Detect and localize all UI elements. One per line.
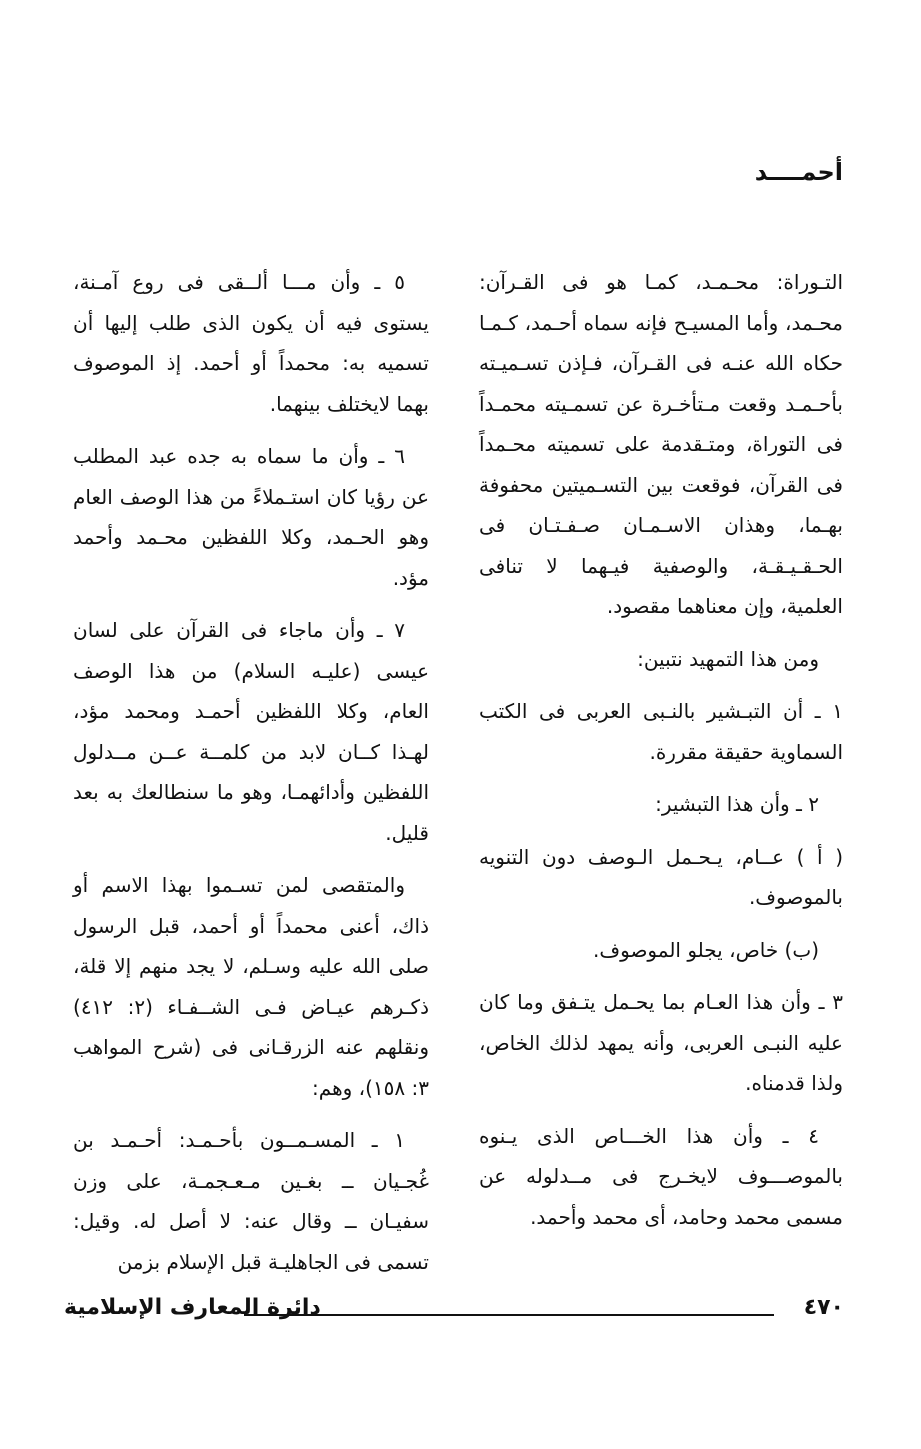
paragraph: ومن هذا التمهيد نتبين: [637,646,819,671]
right-text-column [479,262,843,1249]
paragraph: التـوراة: محـمـد، كمـا هو فى القـرآن: محـمد، وأما المسيـح فإنه سماه أحـمد، كـمـا حكاه الله عنـه فى القـرآن، فـإذن تسـميـته بأحـمـد وقعت مـتأخـرة عن تسمـيته محمـداً فى التوراة، ومتـقدمة على تسميته محـمداً فى القرآن، فوقعت بين التسـميتين محفوفة بهـما، وهذان الاسـمـان صـفـتـان فى الحـقـيـقـة، والوصفية فيـهما لا تنافى العلمية، وإن معناهما مقصود. [479,270,843,618]
page-footer [64,1295,844,1335]
list-item: ٤ ـ وأن هذا الخـــاص الذى يـنوه بالموصـــوف لايخـرج فى مــدلوله عن مسمى محمد وحامد، أى محمد وأحمد. [479,1123,843,1229]
page-number: ٤٧٠ [803,1295,844,1320]
sub-list-item: ( أ ) عــام، يـحـمل الـوصف دون التنويه بالموصوف. [479,844,843,909]
list-item: ٢ ـ وأن هذا التبشير: [655,792,819,816]
paragraph: والمتقصى لمن تسـموا بهذا الاسم أو ذاك، أعنى محمداً أو أحمد، قبل الرسول صلى الله عليه وسـلم، لا يجد منهم إلا قلة، ذكـرهم عيـاض فـى الشــفـاء (٢: ٤١٢) ونقلهم عنه الزرقـانى فى (شرح المواهب ٣: ١٥٨)، وهم: [73,873,429,1100]
page-header-title: أحمــــد [754,158,843,186]
left-text-column [73,262,429,1294]
list-item: ١ ـ أن التبـشير بالنـبى العربى فى الكتب السماوية حقيقة مقررة. [479,699,843,764]
list-item: ١ ـ المسـمــون بأحـمـد: أحـمـد بن غُجـيان ــ بغـين مـعـجمـة، على وزن سفيـان ــ وقال عنه: لا أصل له. وقيل: تسمى فى الجاهليـة قبل الإسلام بزمن [73,1128,429,1274]
sub-list-item: (ب) خاص، يجلو الموصوف. [593,937,819,962]
list-item: ٥ ـ وأن مـــا ألــقى فى روع آمـنة، يستوى فيه أن يكون الذى طلب إليها أن تسميه به: محمداً أو أحمد. إذ الموصوف بهما لايختلف بينهما. [73,270,429,416]
footer-divider [244,1314,774,1316]
publication-title: دائرة المعارف الإسلامية [64,1295,321,1320]
list-item: ٧ ـ وأن ماجاء فى القرآن على لسان عيسى (عليـه السلام) من هذا الوصف العام، وكلا اللفظين أحمـد ومحمد مؤد، لهـذا كــان لابد من كلمــة عــن مــدلول اللفظين وأدائهمـا، وهو ما سنطالعك به بعد قليل. [73,618,429,845]
list-item: ٣ ـ وأن هذا العـام بما يحـمل يتـفق وما كان عليه النبـى العربى، وأنه يمهد لذلك الخاص، ولذا قدمناه. [479,990,843,1095]
list-item: ٦ ـ وأن ما سماه به جده عبد المطلب عن رؤيا كان استـملاءً من هذا الوصف العام وهو الحـمد، وكلا اللفظين محـمد وأحمد مؤد. [73,444,429,590]
